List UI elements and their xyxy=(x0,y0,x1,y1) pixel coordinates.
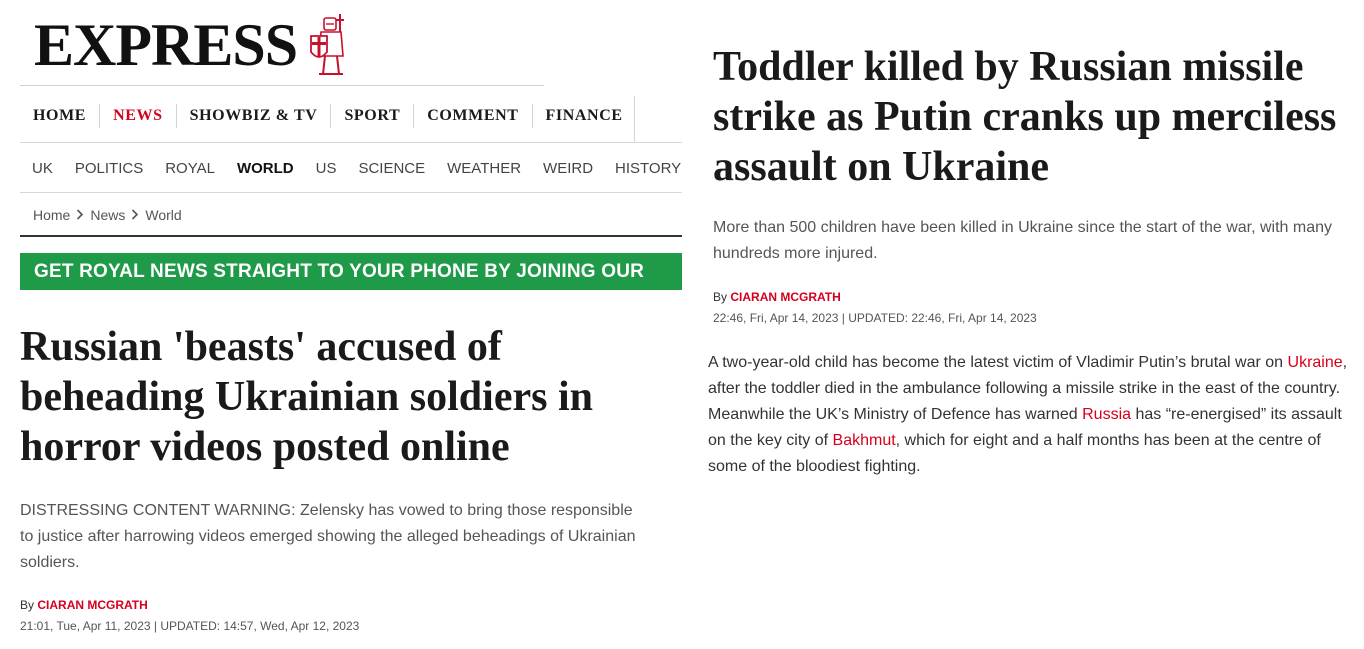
russia-topic-link[interactable]: Russia xyxy=(1082,406,1132,423)
subnav-weird[interactable]: WEIRD xyxy=(543,159,594,177)
breadcrumb-home[interactable]: Home xyxy=(33,207,71,223)
ukraine-topic-link[interactable]: Ukraine xyxy=(1287,354,1343,371)
subnav-royal[interactable]: ROYAL xyxy=(165,159,215,177)
main-nav xyxy=(20,96,634,136)
main-nav-news[interactable]: NEWS xyxy=(99,104,176,128)
main-nav-comment[interactable]: COMMENT xyxy=(413,104,531,128)
body-text: , after the toddler died in the ambulance following a missile strike in the east of the country. Meanwhile the UK’s Ministry of Defence has warned xyxy=(708,354,1348,423)
main-nav-home[interactable]: HOME xyxy=(33,107,87,124)
breadcrumb-rule xyxy=(20,235,682,237)
main-nav-showbiz-tv[interactable]: SHOWBIZ & TV xyxy=(176,104,331,128)
express-logo[interactable] xyxy=(34,10,355,80)
subnav-politics[interactable]: POLITICS xyxy=(74,159,144,177)
main-nav-sport[interactable]: SPORT xyxy=(330,104,413,128)
article-headline: Toddler killed by Russian missile strike as Putin cranks up merciless assault on Ukraine xyxy=(713,44,1337,190)
byline xyxy=(20,598,148,612)
banner-text: GET ROYAL NEWS STRAIGHT TO YOUR PHONE BY JOINING OUR xyxy=(34,261,645,282)
crusader-crest-icon xyxy=(307,12,355,78)
subnav-science[interactable]: SCIENCE xyxy=(358,159,426,177)
subnav-weather[interactable]: WEATHER xyxy=(447,159,522,177)
article-standfirst: More than 500 children have been killed in Ukraine since the start of the war, with many hundreds more injured. xyxy=(713,219,1332,262)
main-nav-bottom-rule xyxy=(20,142,682,143)
author-link[interactable]: CIARAN MCGRATH xyxy=(37,598,148,612)
article-dateline: 22:46, Fri, Apr 14, 2023 | UPDATED: 22:46, Fri, Apr 14, 2023 xyxy=(713,311,1037,325)
subnav-us[interactable]: US xyxy=(315,159,337,177)
article-standfirst: DISTRESSING CONTENT WARNING: Zelensky has vowed to bring those responsible to justice after harrowing videos emerged showing the alleged beheadings of Ukrainian soldiers. xyxy=(20,502,636,571)
body-text: A two-year-old child has become the latest victim of Vladimir Putin’s brutal war on xyxy=(708,354,1288,371)
author-link[interactable]: CIARAN MCGRATH xyxy=(730,290,841,304)
main-nav-divider xyxy=(634,96,635,142)
byline xyxy=(713,290,841,304)
article-headline: Russian 'beasts' accused of beheading Ukrainian soldiers in horror videos posted online xyxy=(20,324,593,470)
article-body-paragraph xyxy=(708,350,1358,480)
breadcrumb xyxy=(33,205,182,225)
main-nav-finance[interactable]: FINANCE xyxy=(532,104,636,128)
byline-prefix: By xyxy=(20,598,35,612)
bakhmut-topic-link[interactable]: Bakhmut xyxy=(832,432,896,449)
logo-wordmark: EXPRESS xyxy=(34,12,298,78)
breadcrumb-news[interactable]: News xyxy=(90,207,126,223)
subnav-history[interactable]: HISTORY xyxy=(615,159,682,177)
byline-prefix: By xyxy=(713,290,728,304)
breadcrumb-world[interactable]: World xyxy=(145,207,182,223)
chevron-right-icon xyxy=(131,207,139,223)
body-text: has “re-energised” its assault on the key city of xyxy=(708,406,1342,449)
logo-divider xyxy=(20,85,544,86)
royal-news-signup-banner[interactable] xyxy=(20,253,682,290)
chevron-right-icon xyxy=(76,207,84,223)
article-dateline: 21:01, Tue, Apr 11, 2023 | UPDATED: 14:57, Wed, Apr 12, 2023 xyxy=(20,619,360,633)
body-text: , which for eight and a half months has been at the centre of some of the bloodiest fighting. xyxy=(708,432,1321,475)
subnav-world[interactable]: WORLD xyxy=(236,159,294,177)
subnav-uk[interactable]: UK xyxy=(32,159,53,177)
subnav-bottom-rule xyxy=(20,192,682,193)
section-subnav xyxy=(20,155,682,181)
